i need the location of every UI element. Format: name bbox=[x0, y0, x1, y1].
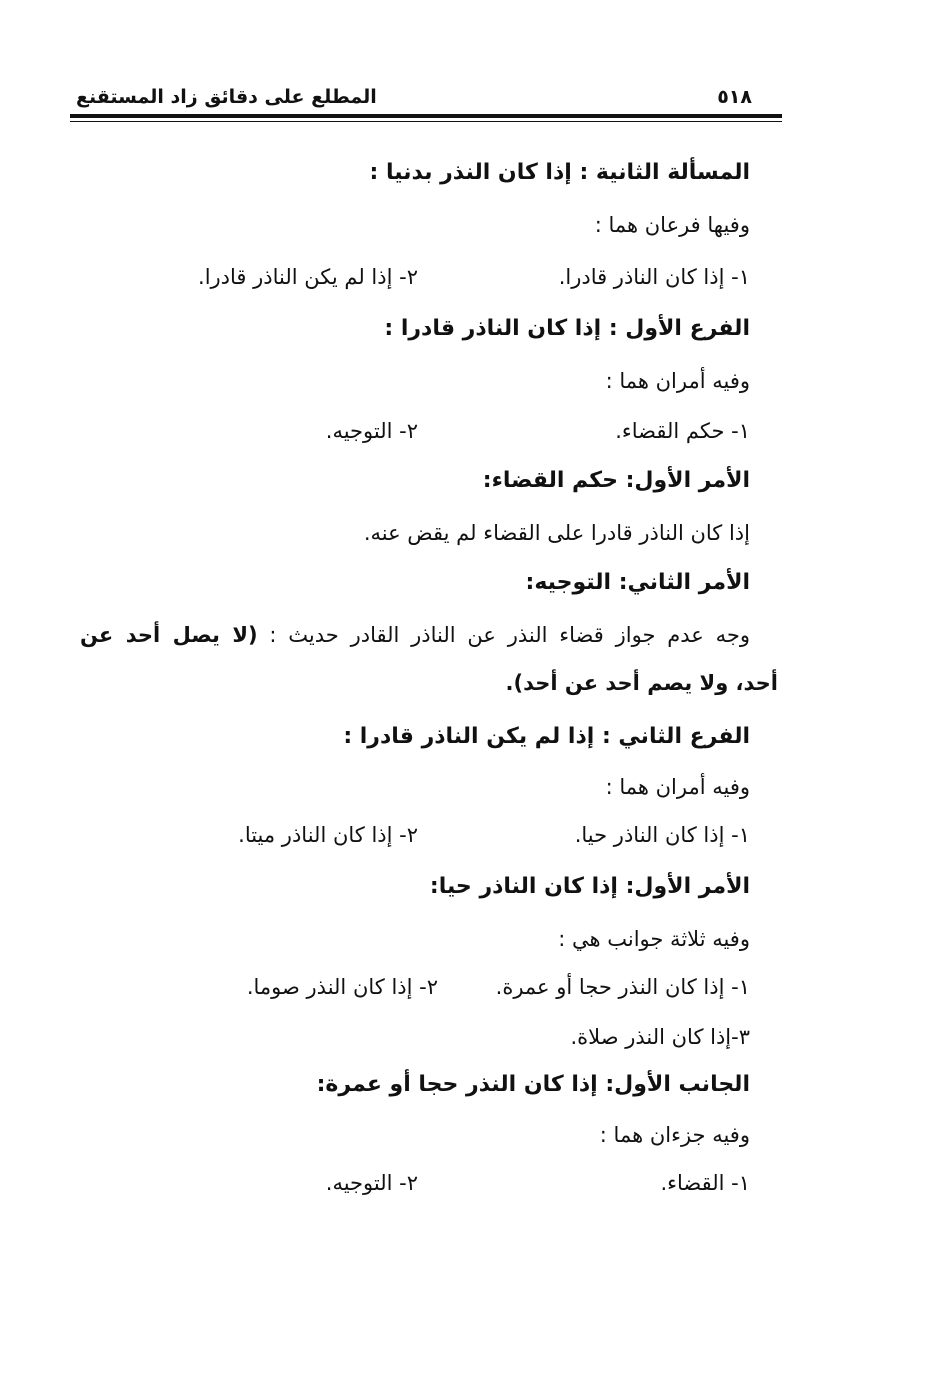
branch1-item-2: ٢- التوجيه. bbox=[325, 419, 418, 443]
aspect1-item-2: ٢- التوجيه. bbox=[325, 1171, 418, 1195]
aspect1-intro: وفيه جزءان هما : bbox=[599, 1123, 750, 1147]
matter2-heading: الأمر الثاني: التوجيه: bbox=[525, 570, 750, 595]
page-number: ٥١٨ bbox=[717, 86, 752, 108]
branch1-heading: الفرع الأول : إذا كان الناذر قادرا : bbox=[384, 316, 750, 341]
matter2-paragraph-line1 bbox=[80, 620, 750, 650]
branch2-intro: وفيه أمران هما : bbox=[605, 775, 750, 799]
header-rule-thick bbox=[70, 114, 782, 118]
branch2-item-1: ١- إذا كان الناذر حيا. bbox=[574, 823, 750, 847]
aspect-item-1: ١- إذا كان النذر حجا أو عمرة. bbox=[495, 975, 750, 999]
branch2-item-2: ٢- إذا كان الناذر ميتا. bbox=[238, 823, 418, 847]
aspect-item-2: ٢- إذا كان النذر صوما. bbox=[246, 975, 438, 999]
issue2-item-1: ١- إذا كان الناذر قادرا. bbox=[558, 265, 750, 289]
matter-alive-intro: وفيه ثلاثة جوانب هي : bbox=[558, 927, 750, 951]
branch2-heading: الفرع الثاني : إذا لم يكن الناذر قادرا : bbox=[343, 724, 750, 749]
issue2-heading: المسألة الثانية : إذا كان النذر بدنيا : bbox=[369, 160, 750, 185]
aspect-item-3: ٣-إذا كان النذر صلاة. bbox=[570, 1025, 750, 1049]
running-header bbox=[70, 78, 780, 118]
book-title: المطلع على دقائق زاد المستقنع bbox=[76, 86, 377, 108]
hadith-quote-end: أحد، ولا يصم أحد عن أحد). bbox=[505, 671, 778, 695]
aspect1-heading: الجانب الأول: إذا كان النذر حجا أو عمرة: bbox=[316, 1072, 750, 1097]
matter1-heading: الأمر الأول: حكم القضاء: bbox=[482, 468, 750, 493]
matter1-text: إذا كان الناذر قادرا على القضاء لم يقض عنه. bbox=[363, 521, 750, 545]
hadith-quote-start: (لا يصل أحد عن bbox=[80, 623, 258, 647]
branch1-item-1: ١- حكم القضاء. bbox=[615, 419, 750, 443]
branch1-intro: وفيه أمران هما : bbox=[605, 369, 750, 393]
matter-alive-heading: الأمر الأول: إذا كان الناذر حيا: bbox=[429, 874, 750, 899]
issue2-item-2: ٢- إذا لم يكن الناذر قادرا. bbox=[198, 265, 418, 289]
issue2-intro: وفيها فرعان هما : bbox=[594, 213, 750, 237]
header-rule-thin bbox=[70, 121, 782, 122]
aspect1-item-1: ١- القضاء. bbox=[660, 1171, 750, 1195]
matter2-text: وجه عدم جواز قضاء النذر عن الناذر القادر حديث : bbox=[269, 623, 750, 647]
